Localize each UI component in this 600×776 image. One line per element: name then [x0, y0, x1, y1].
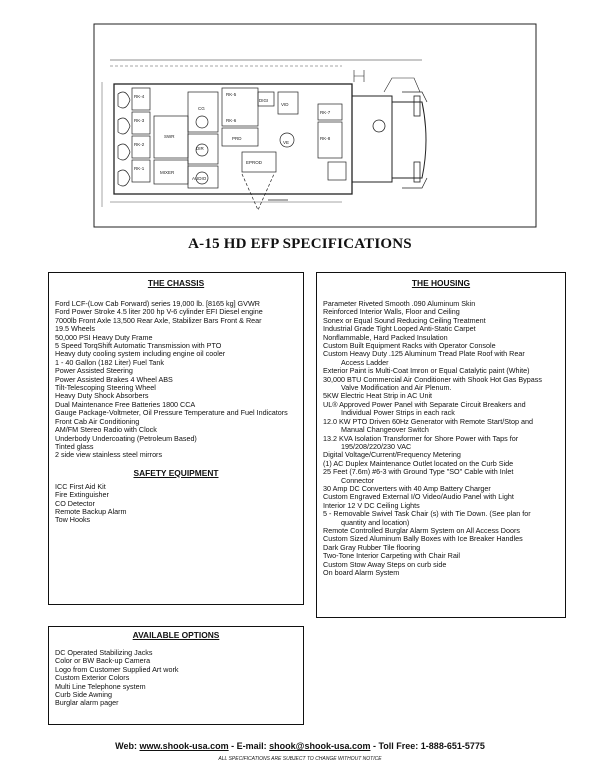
plan-label-rk6: RK-6: [226, 118, 237, 123]
plan-label-rk8: RK-8: [320, 136, 331, 141]
spec-line: Tow Hooks: [55, 515, 91, 525]
safety-header: SAFETY EQUIPMENT: [133, 467, 219, 478]
spec-line: Underbody Undercoating (Petroleum Based): [55, 433, 197, 443]
spec-line: Connector: [341, 475, 375, 485]
plan-label-eprod: EPROD: [246, 160, 263, 165]
plan-label-rk7: RK-7: [320, 110, 331, 115]
plan-label-digi: DIGI: [259, 98, 269, 103]
spec-line: Color or BW Back-up Camera: [55, 656, 151, 666]
footer-contact: [0, 741, 600, 751]
spec-line: 7000lb Front Axle 13,500 Rear Axle, Stabilizer Bars Front & Rear: [55, 315, 262, 325]
spec-line: Interior 12 V DC Ceiling Lights: [323, 500, 420, 510]
housing-section: [316, 272, 566, 618]
spec-line: Valve Modification and Air Plenum.: [341, 383, 452, 393]
plan-label-rk4: RK-4: [134, 94, 145, 99]
spec-line: Reinforced Interior Walls, Floor and Ceiling: [323, 307, 460, 317]
plan-label-swr: SWR: [164, 134, 175, 139]
chassis-list: [55, 300, 303, 460]
plan-label-rk2: RK-2: [134, 142, 145, 147]
spec-line: 13.2 KVA Isolation Transformer for Shore Power with Taps for: [323, 433, 519, 443]
spec-line: 50,000 PSI Heavy Duty Frame: [55, 332, 153, 342]
spec-line: Sonex or Equal Sound Reducing Ceiling Treatment: [323, 315, 486, 325]
options-header: AVAILABLE OPTIONS: [132, 630, 220, 640]
spec-line: DC Operated Stabilizing Jacks: [55, 648, 153, 657]
spec-line: Ford LCF-(Low Cab Forward) series 19,000 lb. [8165 kg] GVWR: [55, 299, 260, 308]
spec-line: Gauge Package-Voltmeter, Oil Pressure Temperature and Fuel Indicators: [55, 408, 288, 418]
phone-text: - Toll Free: 1-888-651-5775: [370, 741, 485, 751]
plan-label-rk3: RK-3: [134, 118, 145, 123]
spec-line: 30,000 BTU Commercial Air Conditioner with Shook Hot Gas Bypass: [323, 374, 542, 384]
spec-line: Dual Maintenance Free Batteries 1800 CCA: [55, 399, 196, 409]
spec-line: Burglar alarm pager: [55, 698, 119, 708]
spec-line: 12.0 KW PTO Driven 60Hz Generator with Remote Start/Stop and: [323, 416, 533, 426]
page-title: A-15 HD EFP SPECIFICATIONS: [188, 236, 412, 252]
spec-line: UL® Approved Power Panel with Separate Circuit Breakers and: [323, 399, 526, 409]
spec-line: Power Assisted Brakes 4 Wheel ABS: [55, 374, 173, 384]
web-label: Web:: [115, 741, 140, 751]
spec-line: Remote Controlled Burglar Alarm System on All Access Doors: [323, 525, 520, 535]
spec-line: Custom Built Equipment Racks with Operator Console: [323, 341, 496, 351]
options-section: [48, 626, 304, 725]
spec-line: CO Detector: [55, 498, 95, 508]
spec-line: Custom Engraved External I/O Video/Audio Panel with Light: [323, 492, 514, 502]
spec-line: Logo from Customer Supplied Art work: [55, 664, 179, 674]
spec-line: (1) AC Duplex Maintenance Outlet located on the Curb Side: [323, 458, 514, 468]
spec-line: Custom Sized Aluminum Bally Boxes with Ice Breaker Handles: [323, 534, 523, 544]
spec-line: ICC First Aid Kit: [55, 481, 106, 491]
spec-line: Heavy Duty Shock Absorbers: [55, 391, 149, 401]
spec-line: On board Alarm System: [323, 568, 400, 577]
email-link[interactable]: shook@shook-usa.com: [269, 741, 371, 751]
plan-label-rk5: RK-5: [226, 92, 237, 97]
spec-line: quantity and location): [341, 517, 410, 527]
spec-line: Custom Heavy Duty .125 Aluminum Tread Plate Roof with Rear: [323, 349, 525, 359]
chassis-section: [48, 272, 304, 605]
spec-line: AM/FM Stereo Radio with Clock: [55, 425, 157, 435]
spec-line: 1 - 40 Gallon (182 Liter) Fuel Tank: [55, 357, 164, 367]
spec-line: Tilt-Telescoping Steering Wheel: [55, 383, 156, 393]
spec-line: 5 Speed TorqShift Automatic Transmission with PTO: [55, 341, 222, 351]
plan-label-vid: VID: [281, 102, 289, 107]
plan-label-mixer: MIXER: [160, 170, 175, 175]
spec-line: Access Ladder: [341, 357, 389, 367]
spec-line: 30 Amp DC Converters with 40 Amp Battery Charger: [323, 483, 491, 493]
plan-label-rk1: RK-1: [134, 166, 145, 171]
spec-line: Nonflammable, Hard Packed Insulation: [323, 332, 448, 342]
spec-line: Manual Changeover Switch: [341, 425, 429, 435]
spec-line: 5 - Removable Swivel Task Chair (s) with Tie Down. (See plan for: [323, 509, 531, 519]
safety-list: [55, 483, 303, 525]
housing-header: THE HOUSING: [411, 278, 471, 288]
spec-line: Tinted glass: [55, 441, 94, 451]
spec-line: Custom Stow Away Steps on curb side: [323, 559, 447, 569]
spec-line: 2 side view stainless steel mirrors: [55, 450, 163, 460]
spec-line: Industrial Grade Tight Looped Anti-Static Carpet: [323, 324, 476, 334]
housing-list: [323, 300, 565, 577]
spec-line: 25 Feet (7.6m) #6-3 with Ground Type "SO" Cable with Inlet: [323, 467, 514, 477]
floor-plan-drawing: [92, 22, 538, 230]
spec-line: 195/208/220/230 VAC: [341, 441, 412, 451]
spec-line: Individual Power Strips in each rack: [341, 408, 455, 418]
spec-line: Custom Exterior Colors: [55, 673, 130, 683]
plan-label-ve: VE: [283, 140, 290, 145]
spec-line: Digital Voltage/Current/Frequency Metering: [323, 450, 461, 460]
plan-label-dir: DIR: [196, 146, 204, 151]
spec-line: Power Assisted Steering: [55, 366, 133, 376]
plan-label-audio: AUDIO: [192, 176, 207, 181]
website-link[interactable]: www.shook-usa.com: [139, 741, 229, 751]
spec-line: Exterior Paint is Multi-Coat Imron or Equal Catalytic paint (White): [323, 366, 530, 376]
spec-line: Dark Gray Rubber Tile flooring: [323, 542, 421, 552]
spec-line: Front Cab Air Conditioning: [55, 416, 140, 426]
spec-line: Two-Tone Interior Carpeting with Chair Rail: [323, 551, 461, 561]
spec-line: Heavy duty cooling system including engine oil cooler: [55, 349, 226, 359]
spec-line: Remote Backup Alarm: [55, 506, 127, 516]
spec-line: Multi Line Telephone system: [55, 681, 146, 691]
chassis-header: THE CHASSIS: [147, 278, 205, 288]
plan-label-cg: CG: [198, 106, 205, 111]
spec-line: Curb Side Awning: [55, 690, 113, 700]
spec-line: 5KW Electric Heat Strip in AC Unit: [323, 391, 433, 401]
spec-line: 19.5 Wheels: [55, 324, 95, 334]
disclaimer: ALL SPECIFICATIONS ARE SUBJECT TO CHANGE WITHOUT NOTICE: [218, 756, 382, 762]
plan-label-prd: PRD: [232, 136, 242, 141]
spec-line: Fire Extinguisher: [55, 490, 109, 500]
options-list: [55, 649, 303, 708]
email-label: - E-mail:: [228, 741, 270, 751]
spec-line: Parameter Riveted Smooth .090 Aluminum Skin: [323, 299, 476, 308]
spec-line: Ford Power Stroke 4.5 liter 200 hp V-6 cylinder EFI Diesel engine: [55, 307, 263, 317]
